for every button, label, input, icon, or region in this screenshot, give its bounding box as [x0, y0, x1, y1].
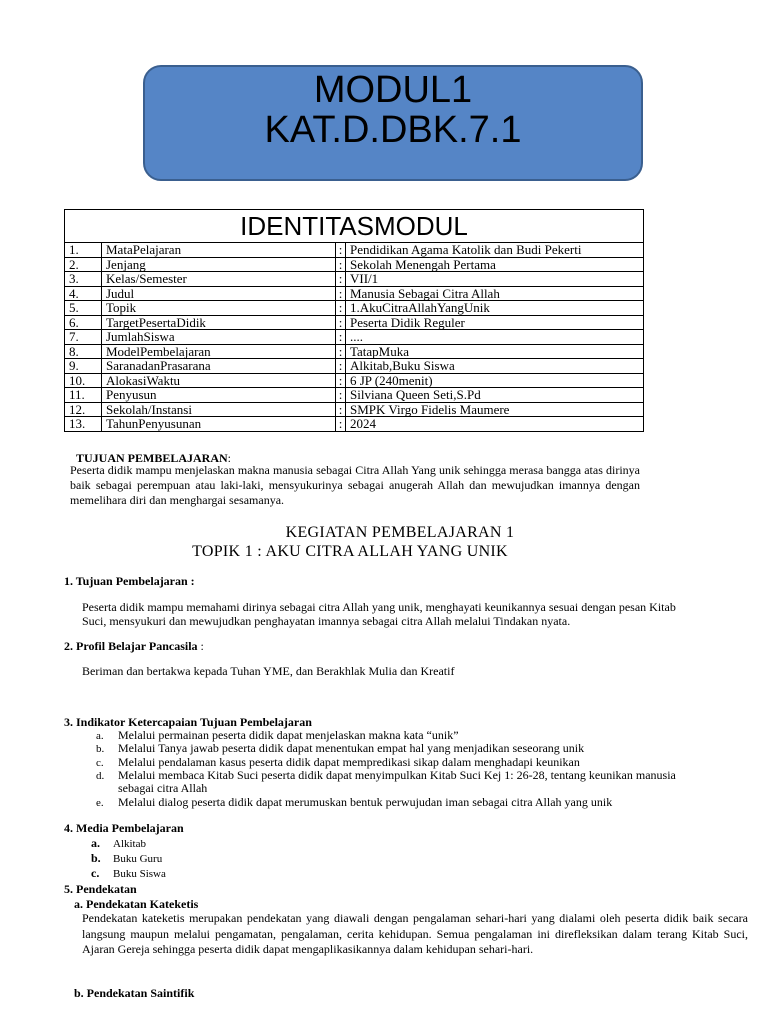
row-number: 8. — [65, 344, 102, 359]
section-1-text: Peserta didik mampu memahami dirinya sebagai citra Allah yang unik, menghayati keunikannya sesuai dengan pesan Kitab Suci, mensyukuri dan mewujudkan penghayatan imannya sebagai citra Allah melalui Tindakan nyata. — [82, 600, 676, 628]
row-label: SaranadanPrasarana — [102, 359, 336, 374]
row-separator: : — [336, 315, 346, 330]
section-2-text: Beriman dan bertakwa kepada Tuhan YME, dan Berakhlak Mulia dan Kreatif — [82, 664, 455, 678]
list-text: Melalui permainan peserta didik dapat menjelaskan makna kata “unik” — [118, 728, 459, 742]
row-value: 1.AkuCitraAllahYangUnik — [346, 301, 644, 316]
identity-row — [65, 301, 644, 316]
row-label: Jenjang — [102, 257, 336, 272]
row-label: Judul — [102, 286, 336, 301]
row-number: 3. — [65, 272, 102, 287]
section-3-title: 3. Indikator Ketercapaian Tujuan Pembelajaran — [64, 715, 312, 729]
row-separator: : — [336, 272, 346, 287]
row-value: VII/1 — [346, 272, 644, 287]
list-marker: a. — [91, 836, 100, 850]
row-label: JumlahSiswa — [102, 330, 336, 345]
identity-row — [65, 315, 644, 330]
indicator-item — [96, 796, 716, 810]
row-separator: : — [336, 330, 346, 345]
row-label: Penyusun — [102, 388, 336, 403]
list-text: Melalui membaca Kitab Suci peserta didik dapat menyimpulkan Kitab Suci Kej 1: 26-28, tentang keunikan manusia sebagai citra Allah — [118, 768, 676, 795]
list-text: Buku Siswa — [113, 868, 166, 880]
row-value: TatapMuka — [346, 344, 644, 359]
row-value: .... — [346, 330, 644, 345]
identity-row — [65, 402, 644, 417]
section-2-title — [64, 639, 204, 653]
indicator-item — [96, 742, 716, 756]
list-text: Melalui pendalaman kasus peserta didik dapat mempredikasi sikap dalam menghadapi keunikan — [118, 755, 580, 769]
identity-table — [64, 209, 644, 432]
indicator-item — [96, 769, 716, 795]
row-label: Kelas/Semester — [102, 272, 336, 287]
identity-row — [65, 272, 644, 287]
module-title-banner — [143, 65, 643, 181]
section-5b-title: b. Pendekatan Saintifik — [74, 986, 195, 1000]
row-label: TargetPesertaDidik — [102, 315, 336, 330]
row-separator: : — [336, 257, 346, 272]
row-separator: : — [336, 301, 346, 316]
media-item — [91, 837, 146, 851]
identity-row — [65, 344, 644, 359]
section-1-title: 1. Tujuan Pembelajaran : — [64, 574, 195, 588]
row-value: SMPK Virgo Fidelis Maumere — [346, 402, 644, 417]
row-number: 1. — [65, 243, 102, 258]
row-label: MataPelajaran — [102, 243, 336, 258]
section-4-title: 4. Media Pembelajaran — [64, 821, 184, 835]
section-5a-text: Pendekatan kateketis merupakan pendekatan yang diawali dengan pengalaman sehari-hari yang dialami oleh peserta didik baik secara langsung maupun melalui pengamatan, pengalaman, cerita kehidupan. Semua pengalaman ini direfleksikan dalam terang Kitab Suci, Ajaran Gereja sehingga peserta didik dapat mengaplikasikannya dalam kehidupan sehari-hari. — [82, 911, 748, 956]
list-marker: b. — [96, 743, 105, 755]
list-marker: e. — [96, 797, 104, 809]
identity-row — [65, 359, 644, 374]
section-5-title: 5. Pendekatan — [64, 882, 137, 896]
module-title-line1: MODUL1 — [313, 69, 473, 111]
tujuan-text: Peserta didik mampu menjelaskan makna manusia sebagai Citra Allah Yang unik sehingga merasa bangga atas dirinya baik sebagai perempuan atau laki-laki, mensyukurinya sebagai anugerah Allah dan mewujudkan imannya dengan memelihara diri dan menghargai sesamanya. — [70, 463, 640, 507]
list-text: Melalui Tanya jawab peserta didik dapat menentukan empat hal yang menjadikan seseorang unik — [118, 741, 585, 755]
row-value: 2024 — [346, 417, 644, 432]
list-marker: c. — [91, 866, 100, 880]
row-label: Sekolah/Instansi — [102, 402, 336, 417]
row-number: 12. — [65, 402, 102, 417]
row-number: 6. — [65, 315, 102, 330]
row-separator: : — [336, 359, 346, 374]
media-item — [91, 867, 166, 881]
row-number: 13. — [65, 417, 102, 432]
identity-row — [65, 373, 644, 388]
identity-row — [65, 286, 644, 301]
identity-row — [65, 330, 644, 345]
row-separator: : — [336, 243, 346, 258]
row-number: 11. — [65, 388, 102, 403]
row-label: AlokasiWaktu — [102, 373, 336, 388]
row-separator: : — [336, 402, 346, 417]
tujuan-heading-label: TUJUAN PEMBELAJARAN — [76, 451, 228, 465]
list-marker: c. — [96, 757, 104, 769]
row-label: TahunPenyusunan — [102, 417, 336, 432]
row-value: Sekolah Menengah Pertama — [346, 257, 644, 272]
row-value: 6 JP (240menit) — [346, 373, 644, 388]
identity-row — [65, 243, 644, 258]
identity-table-title: IDENTITASMODUL — [65, 210, 644, 243]
topik-title: TOPIK 1 : AKU CITRA ALLAH YANG UNIK — [192, 543, 508, 560]
identity-row — [65, 257, 644, 272]
row-value: Peserta Didik Reguler — [346, 315, 644, 330]
kegiatan-title: KEGIATAN PEMBELAJARAN 1 — [285, 524, 515, 541]
row-value: Silviana Queen Seti,S.Pd — [346, 388, 644, 403]
row-separator: : — [336, 417, 346, 432]
row-label: ModelPembelajaran — [102, 344, 336, 359]
module-code-line2: KAT.D.DBK.7.1 — [264, 109, 522, 151]
list-marker: d. — [96, 770, 105, 782]
row-value: Alkitab,Buku Siswa — [346, 359, 644, 374]
row-number: 2. — [65, 257, 102, 272]
list-marker: a. — [96, 730, 104, 742]
row-separator: : — [336, 344, 346, 359]
identity-row — [65, 417, 644, 432]
row-number: 10. — [65, 373, 102, 388]
row-separator: : — [336, 388, 346, 403]
row-value: Pendidikan Agama Katolik dan Budi Pekerti — [346, 243, 644, 258]
row-label: Topik — [102, 301, 336, 316]
media-item — [91, 852, 162, 866]
row-number: 4. — [65, 286, 102, 301]
row-number: 7. — [65, 330, 102, 345]
section-2-title-colon: : — [197, 639, 204, 653]
list-text: Melalui dialog peserta didik dapat merumuskan bentuk perwujudan iman sebagai citra Allah yang unik — [118, 795, 613, 809]
list-marker: b. — [91, 851, 101, 865]
tujuan-heading-colon: : — [227, 451, 232, 465]
identity-row — [65, 388, 644, 403]
section-2-title-label: 2. Profil Belajar Pancasila — [64, 639, 198, 653]
row-separator: : — [336, 373, 346, 388]
row-number: 9. — [65, 359, 102, 374]
row-value: Manusia Sebagai Citra Allah — [346, 286, 644, 301]
section-5a-title: a. Pendekatan Kateketis — [74, 897, 199, 911]
list-text: Buku Guru — [113, 853, 163, 865]
row-separator: : — [336, 286, 346, 301]
row-number: 5. — [65, 301, 102, 316]
list-text: Alkitab — [113, 838, 146, 850]
